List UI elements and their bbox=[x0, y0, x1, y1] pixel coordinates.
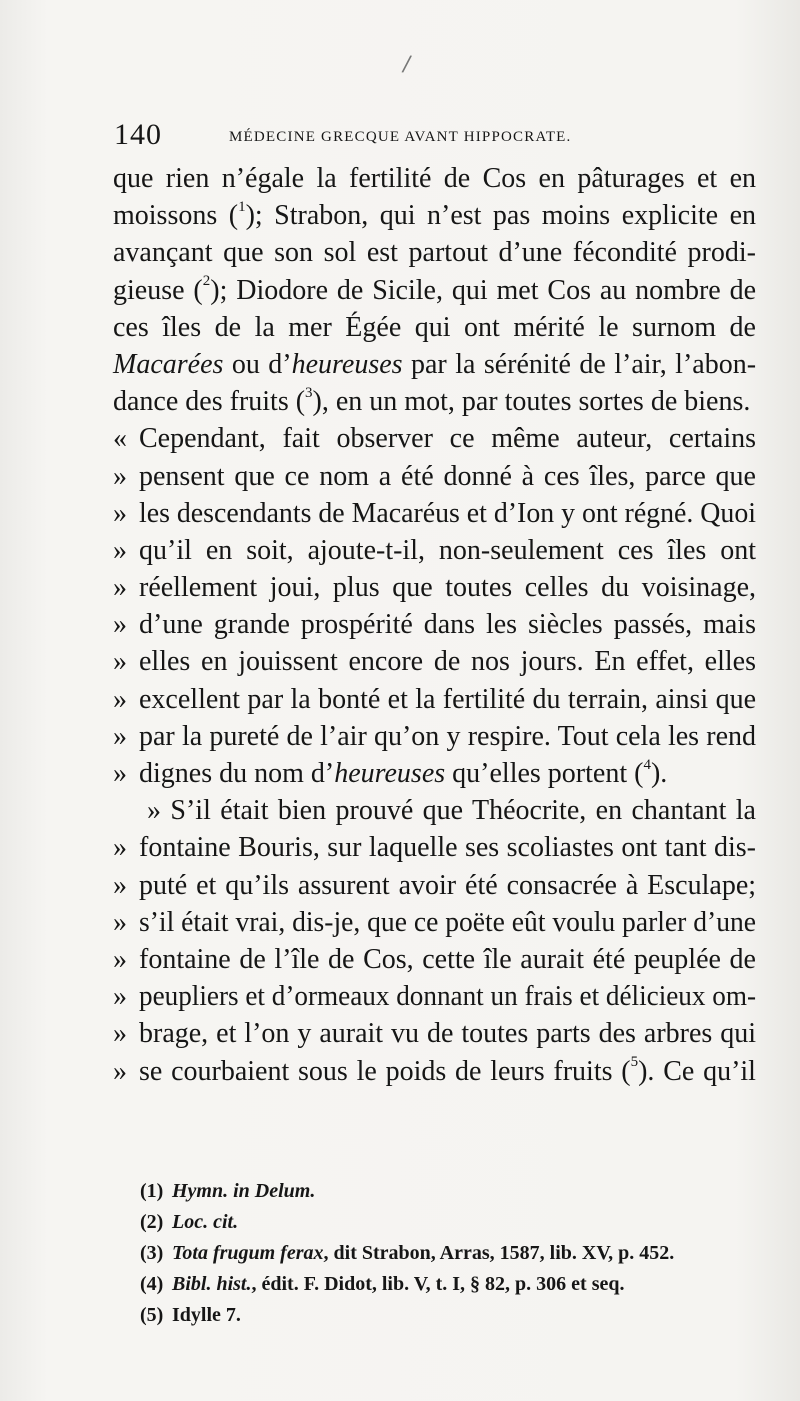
guillemet: » bbox=[113, 832, 127, 864]
text-run: par la sérénité de l’air, l’abon- bbox=[402, 348, 757, 380]
line-content bbox=[113, 200, 756, 231]
text-line bbox=[113, 1053, 756, 1090]
text-line bbox=[113, 346, 756, 383]
text-run: réellement joui, plus que toutes celles du voisinage, bbox=[139, 572, 757, 604]
guillemet: » bbox=[113, 460, 127, 492]
text-run: ). bbox=[650, 758, 668, 789]
text-run: que rien n’égale la fertilité de Cos en pâturages et en bbox=[113, 163, 756, 194]
footnote-ref: 4 bbox=[643, 756, 651, 773]
italic-text: Hymn. in Delum. bbox=[172, 1180, 316, 1202]
text-run: s’il était vrai, dis-je, que ce poëte eût voulu parler d’une bbox=[139, 906, 757, 938]
line-content bbox=[139, 721, 756, 752]
line-content bbox=[113, 237, 756, 268]
guillemet: » bbox=[113, 497, 127, 529]
line-content bbox=[113, 349, 756, 380]
text-line bbox=[113, 420, 756, 457]
guillemet: » bbox=[113, 646, 127, 678]
footnote-text bbox=[172, 1211, 238, 1233]
text-run: les descendants de Macaréus et d’Ion y ont régné. Quoi bbox=[139, 497, 756, 529]
text-run: par la pureté de l’air qu’on y respire. Tout cela les rend bbox=[139, 720, 757, 752]
footnote-text bbox=[172, 1242, 674, 1264]
footnote-ref: 3 bbox=[305, 384, 313, 401]
text-line bbox=[113, 383, 756, 420]
text-line bbox=[113, 681, 756, 718]
text-line bbox=[113, 458, 756, 495]
line-content bbox=[139, 684, 756, 715]
text-run: puté et qu’ils assurent avoir été consacrée à Esculape; bbox=[139, 869, 757, 901]
guillemet: » bbox=[113, 1018, 127, 1050]
page-number: 140 bbox=[114, 118, 162, 151]
text-run: se courbaient sous le poids de leurs fruits ( bbox=[139, 1055, 631, 1087]
text-run: pensent que ce nom a été donné à ces îles, parce que bbox=[139, 460, 756, 492]
text-run: ces îles de la mer Égée qui ont mérité le surnom de bbox=[113, 311, 756, 343]
text-run: ), en un mot, par toutes sortes de biens. bbox=[312, 386, 751, 418]
text-line bbox=[113, 160, 756, 197]
text-line bbox=[113, 606, 756, 643]
guillemet: » bbox=[113, 683, 127, 715]
text-run: moissons ( bbox=[113, 200, 239, 232]
running-title: MÉDECINE GRECQUE AVANT HIPPOCRATE. bbox=[229, 129, 572, 145]
line-content bbox=[139, 609, 756, 640]
text-run: qu’elles portent ( bbox=[445, 758, 644, 789]
line-content bbox=[139, 461, 756, 492]
guillemet: » bbox=[113, 981, 127, 1013]
footnote-number: (5) bbox=[140, 1304, 164, 1326]
footnote-number: (3) bbox=[140, 1242, 164, 1264]
text-run: ). Ce qu’il bbox=[638, 1055, 756, 1087]
footnote-ref: 1 bbox=[238, 198, 246, 215]
line-content bbox=[139, 832, 756, 863]
line-content bbox=[139, 423, 756, 454]
text-run: fontaine Bouris, sur laquelle ses scoliastes ont tant dis- bbox=[139, 832, 756, 864]
line-content bbox=[139, 978, 756, 1015]
italic-text: Macarées bbox=[113, 348, 224, 380]
text-line bbox=[113, 867, 756, 904]
line-content bbox=[139, 944, 756, 975]
footnotes bbox=[140, 1176, 770, 1331]
text-line bbox=[113, 197, 756, 234]
text-run: dance des fruits ( bbox=[113, 386, 306, 418]
text-run: Idylle 7. bbox=[172, 1304, 241, 1326]
text-run: qu’il en soit, ajoute-t-il, non-seulement ces îles ont bbox=[139, 534, 757, 566]
line-content bbox=[113, 312, 756, 343]
text-line bbox=[113, 272, 756, 309]
footnote-number: (2) bbox=[140, 1211, 164, 1233]
line-content bbox=[139, 495, 756, 532]
guillemet: » bbox=[113, 534, 127, 566]
guillemet: » bbox=[113, 869, 127, 901]
footnote-ref: 2 bbox=[202, 273, 211, 290]
text-line bbox=[113, 234, 756, 271]
text-run: d’une grande prospérité dans les siècles passés, mais bbox=[139, 609, 756, 641]
line-content bbox=[113, 163, 756, 194]
text-line bbox=[113, 532, 756, 569]
text-line bbox=[113, 755, 756, 792]
text-line bbox=[113, 941, 756, 978]
line-content bbox=[147, 795, 756, 826]
text-line bbox=[113, 978, 756, 1015]
line-content bbox=[139, 646, 756, 677]
body-text bbox=[113, 160, 756, 1090]
text-run: , dit Strabon, Arras, 1587, lib. XV, p. 452. bbox=[323, 1242, 675, 1264]
text-run: ); Diodore de Sicile, qui met Cos au nombre de bbox=[210, 274, 757, 306]
text-run: dignes du nom d’ bbox=[139, 758, 335, 789]
text-run: ); Strabon, qui n’est pas moins explicite en bbox=[245, 200, 757, 232]
text-line bbox=[113, 1015, 756, 1052]
text-line bbox=[113, 792, 756, 829]
text-run: Cependant, fait observer ce même auteur, certains bbox=[139, 423, 756, 455]
text-run: ou d’ bbox=[223, 348, 292, 380]
guillemet: « bbox=[113, 423, 127, 455]
text-line bbox=[113, 718, 756, 755]
footnote-text bbox=[172, 1180, 315, 1202]
guillemet: » bbox=[113, 720, 127, 752]
text-run: avançant que son sol est partout d’une fécondité prodi- bbox=[113, 237, 756, 269]
italic-text: Tota frugum ferax bbox=[172, 1242, 324, 1264]
text-run: brage, et l’on y aurait vu de toutes parts des arbres qui bbox=[139, 1018, 757, 1050]
guillemet: » bbox=[113, 758, 127, 789]
italic-text: heureuses bbox=[291, 348, 403, 380]
text-run: excellent par la bonté et la fertilité du terrain, ainsi que bbox=[139, 683, 757, 715]
footnote bbox=[140, 1300, 770, 1331]
ink-mark: / bbox=[400, 51, 413, 78]
guillemet: » bbox=[113, 1055, 127, 1087]
line-content bbox=[139, 1056, 756, 1087]
italic-text: heureuses bbox=[334, 758, 446, 789]
line-content bbox=[139, 870, 756, 901]
text-run: , édit. F. Didot, lib. V, t. I, § 82, p. 306 et seq. bbox=[251, 1273, 625, 1295]
footnote-number: (4) bbox=[140, 1273, 164, 1295]
italic-text: Bibl. hist. bbox=[172, 1273, 252, 1295]
footnote bbox=[140, 1207, 770, 1238]
guillemet: » bbox=[113, 572, 127, 604]
footnote-ref: 5 bbox=[630, 1054, 639, 1071]
text-run: elles en jouissent encore de nos jours. En effet, elles bbox=[139, 646, 756, 678]
line-content bbox=[139, 572, 756, 603]
footnote-text bbox=[172, 1273, 625, 1295]
text-line bbox=[113, 643, 756, 680]
line-content bbox=[113, 275, 756, 306]
text-run: peupliers et d’ormeaux donnant un frais et délicieux om- bbox=[139, 981, 756, 1013]
line-content bbox=[139, 904, 756, 941]
page-header bbox=[114, 118, 754, 154]
text-line bbox=[113, 309, 756, 346]
line-content bbox=[139, 758, 667, 789]
text-run: fontaine de l’île de Cos, cette île aurait été peuplée de bbox=[139, 943, 756, 975]
footnote bbox=[140, 1176, 770, 1207]
italic-text: Loc. cit. bbox=[172, 1211, 239, 1233]
footnote bbox=[140, 1238, 770, 1269]
line-content bbox=[139, 535, 756, 566]
text-line bbox=[113, 829, 756, 866]
text-run: gieuse ( bbox=[113, 274, 203, 306]
footnote-text bbox=[172, 1304, 241, 1326]
guillemet: » bbox=[113, 943, 127, 975]
line-content bbox=[139, 1018, 756, 1049]
footnote bbox=[140, 1269, 770, 1300]
guillemet: » bbox=[113, 906, 127, 938]
guillemet: » bbox=[113, 609, 127, 641]
footnote-number: (1) bbox=[140, 1180, 164, 1202]
line-content bbox=[113, 386, 750, 417]
text-line bbox=[113, 569, 756, 606]
text-line bbox=[113, 904, 756, 941]
text-run: » S’il était bien prouvé que Théocrite, en chantant la bbox=[147, 795, 756, 827]
text-line bbox=[113, 495, 756, 532]
